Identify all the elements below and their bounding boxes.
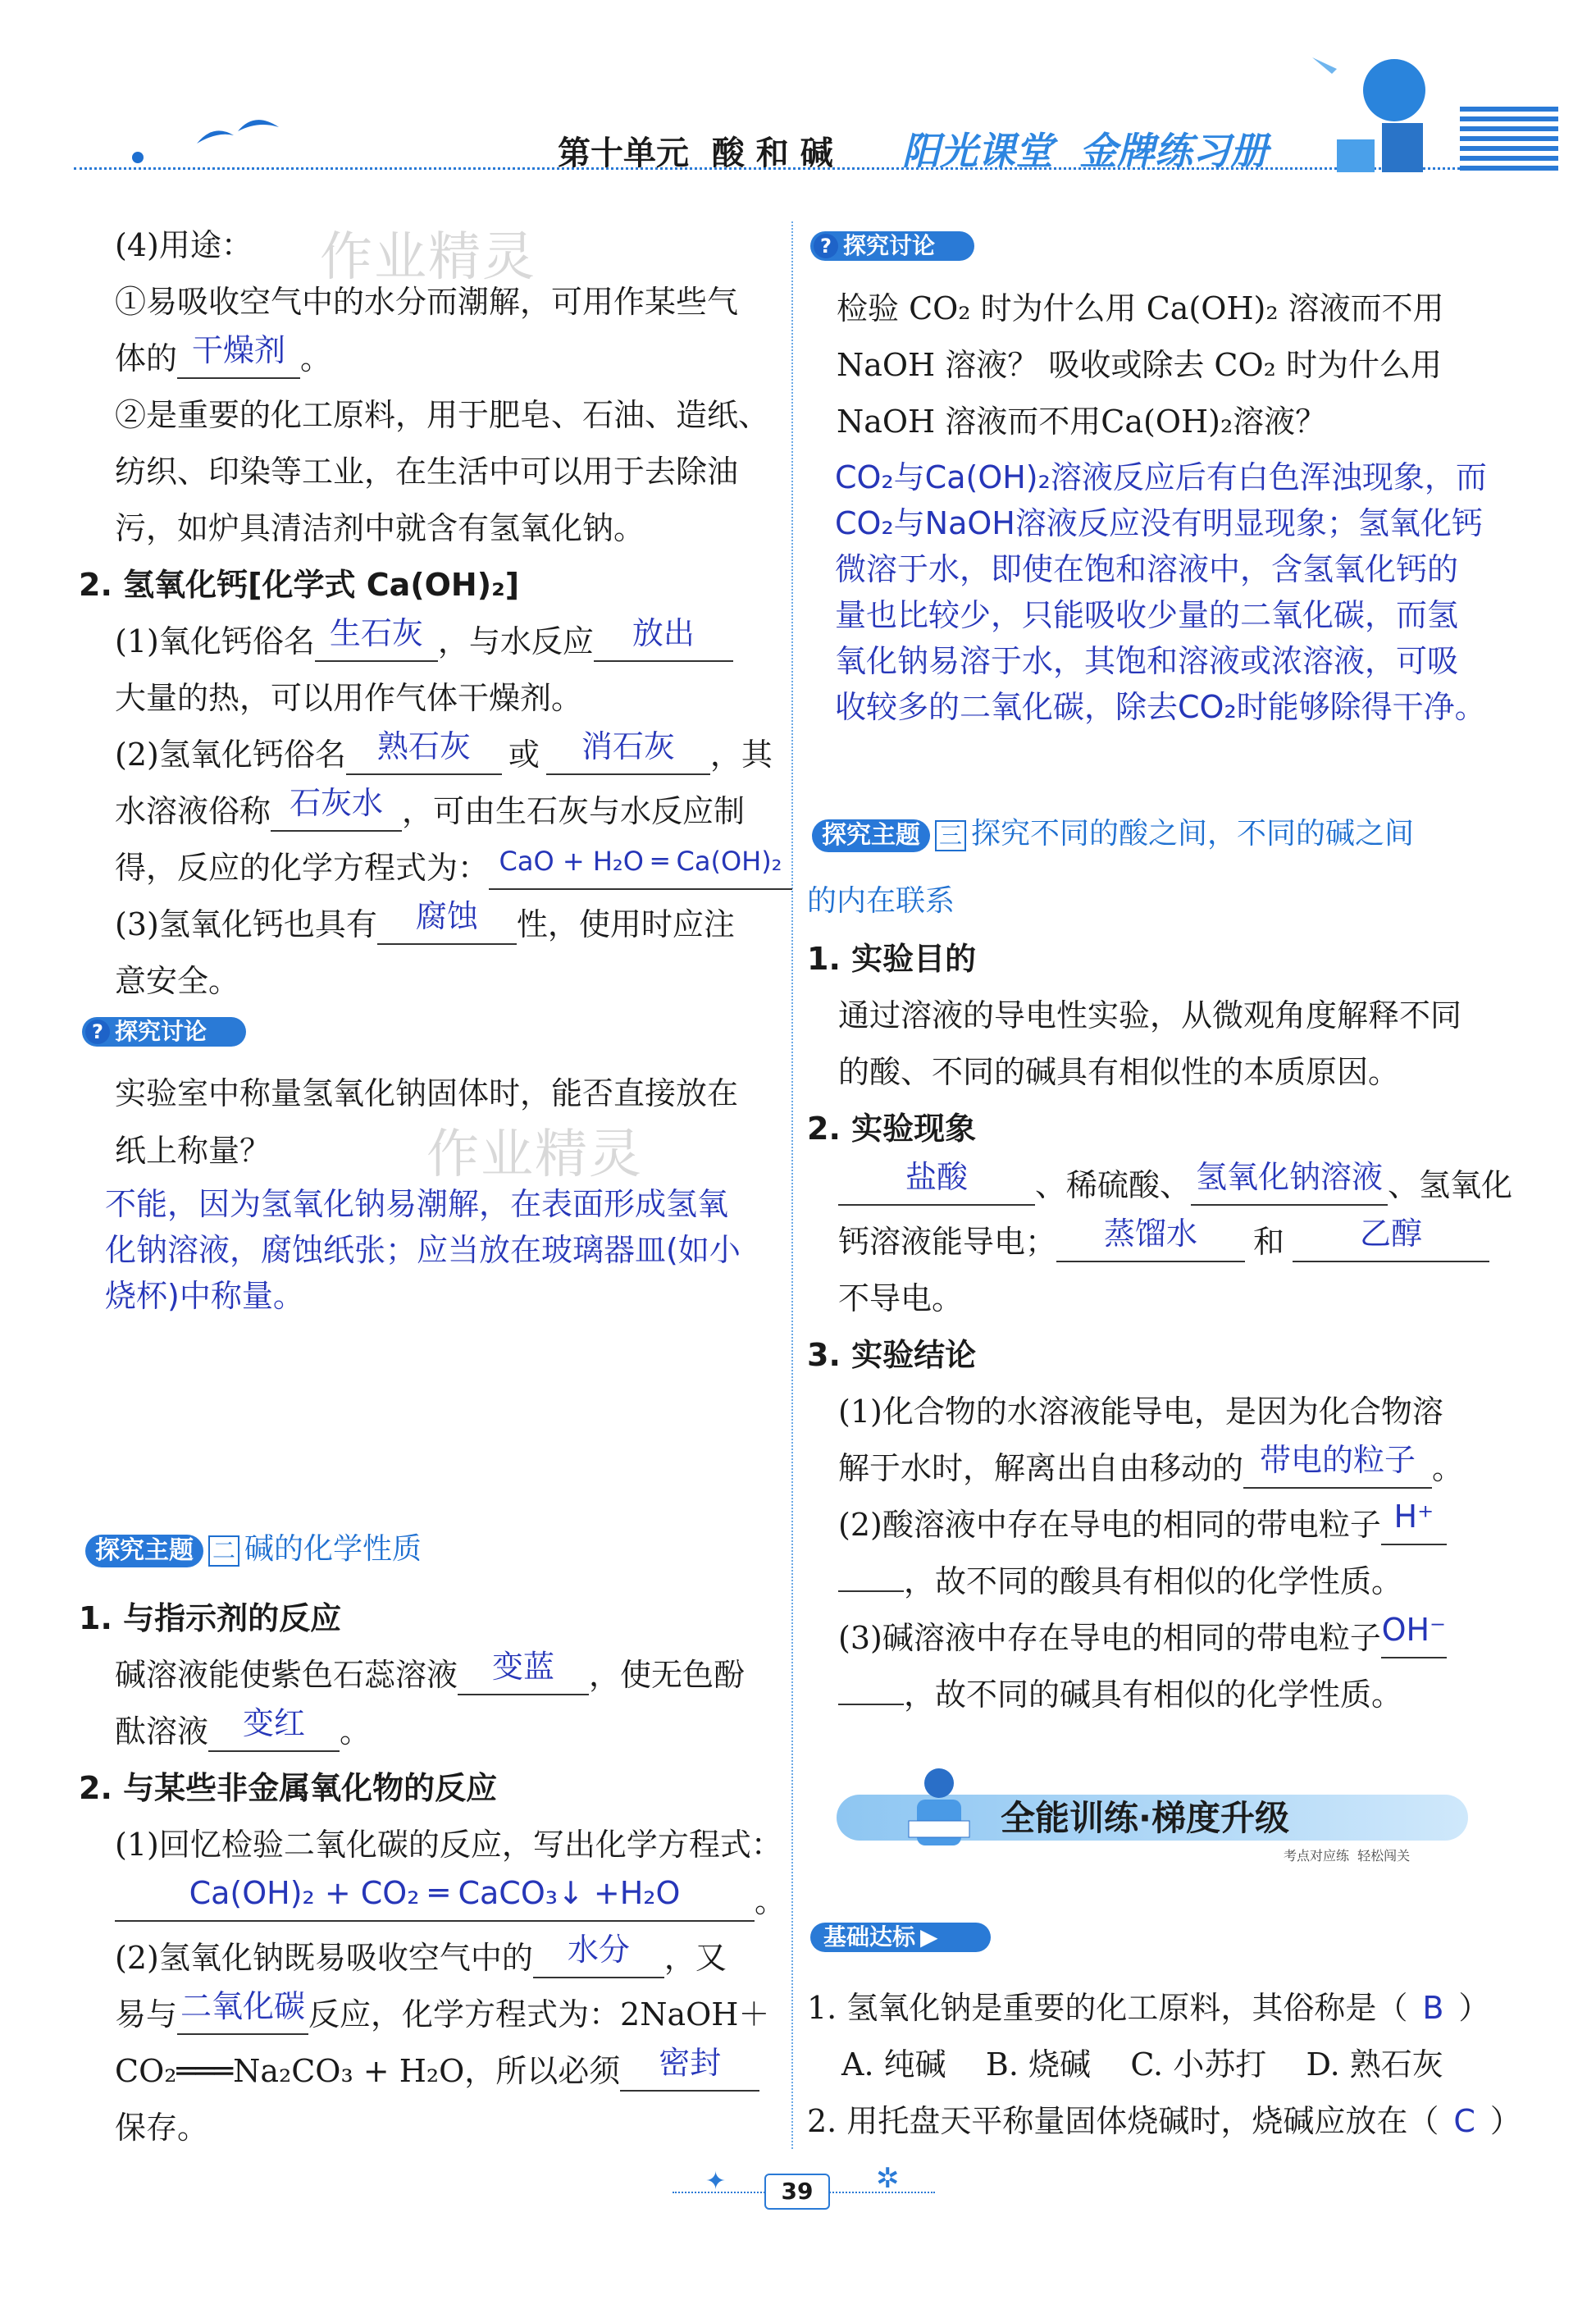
use1-line-b: 体的 干燥剂 。 xyxy=(115,340,331,379)
discussion-answer-c: 烧杯)中称量。 xyxy=(105,1278,304,1314)
right-question-a: 检验 CO₂ 时为什么用 Ca(OH)₂ 溶液而不用 xyxy=(837,290,1444,326)
nonmetal-1: (1)回忆检验二氧化碳的反应，写出化学方程式： xyxy=(115,1827,782,1863)
brand-title: 阳光课堂 金牌练习册 xyxy=(902,129,1269,173)
telescope-logo-icon xyxy=(1304,49,1435,180)
question-icon: ? xyxy=(85,1020,110,1044)
star-icon: ✦ xyxy=(705,2167,727,2196)
answer-desiccant: 干燥剂 xyxy=(192,332,286,368)
topic2-heading: 探究主题 二 碱的化学性质 xyxy=(85,1531,422,1568)
phenomenon-line-a: 盐酸 、稀硫酸、 氢氧化钠溶液 、氢氧化 xyxy=(838,1166,1512,1206)
right-answer-5: 氧化钠易溶于水，其饱和溶液或浓溶液，可吸 xyxy=(835,643,1459,679)
ca3-line: (3)氢氧化钙也具有 腐蚀 性，使用时应注 xyxy=(115,906,735,945)
conclusion-title: 3. 实验结论 xyxy=(807,1337,977,1373)
topic-badge: 探究主题 xyxy=(812,819,930,852)
ca2-line-c: 得，反应的化学方程式为： $^{CaO + H_2O ═ Ca(OH)_2}$ xyxy=(115,849,792,890)
play-arrow-icon: ▶ xyxy=(920,1923,938,1950)
right-question-c: NaOH 溶液而不用Ca(OH)₂溶液？ xyxy=(837,404,1327,440)
mc1-line: 1. 氢氧化钠是重要的化工原料，其俗称是（ B ） xyxy=(807,1990,1490,2026)
nonmetal-2: (2)氢氧化钠既易吸收空气中的 水分 ，又 xyxy=(115,1939,727,1978)
page-footer xyxy=(673,2162,935,2219)
nonmetal-2-c: CO₂═══Na₂CO₃ + H₂O，所以必须 密封 xyxy=(115,2052,759,2092)
star-icon: ✲ xyxy=(876,2162,900,2195)
watermark-text: 作业精灵 xyxy=(426,1125,643,1185)
ca2-line-b: 水溶液俗称 石灰水 ，可由生石灰与水反应制 xyxy=(115,792,745,832)
aim-line-a: 通过溶液的导电性实验，从微观角度解释不同 xyxy=(838,997,1462,1033)
right-answer-1: CO₂与Ca(OH)₂溶液反应后有白色浑浊现象，而 xyxy=(835,459,1487,495)
nonmetal-1-answer: Ca(OH)₂ + CO₂ ═ CaCO₃↓ +H₂O 。 xyxy=(115,1882,786,1922)
use2-line-b: 纺织、印染等工业，在生活中可以用于去除油 xyxy=(115,454,739,490)
ca1-line-b: 大量的热，可以用作气体干燥剂。 xyxy=(115,680,583,716)
phenomenon-line-c: 不导电。 xyxy=(838,1280,964,1316)
conclusion-3a: (3)碱溶液中存在导电的相同的带电粒子OH⁻ xyxy=(838,1619,1447,1658)
aim-title: 1. 实验目的 xyxy=(807,941,977,977)
right-answer-4: 量也比较少，只能吸收少量的二氧化碳，而氢 xyxy=(835,597,1459,633)
banner-subtitle: 考点对应练 轻松闯关 xyxy=(1284,1848,1411,1864)
nonmetal-2-d: 保存。 xyxy=(115,2110,209,2146)
column-divider xyxy=(791,221,793,2149)
conclusion-1a: (1)化合物的水溶液能导电，是因为化合物溶 xyxy=(838,1394,1443,1430)
discussion-answer-b: 化钠溶液，腐蚀纸张；应当放在玻璃器皿(如小 xyxy=(105,1232,741,1268)
discussion-question-b: 纸上称量？ xyxy=(115,1133,271,1169)
conclusion-3b: ，故不同的碱具有相似的化学性质。 xyxy=(838,1676,1402,1713)
conclusion-2b: ，故不同的酸具有相似的化学性质。 xyxy=(838,1563,1402,1600)
watermark-text: 作业精灵 xyxy=(320,227,536,288)
discussion-answer-a: 不能，因为氢氧化钠易潮解，在表面形成氢氧 xyxy=(105,1186,729,1222)
conclusion-1b: 解于水时，解离出自由移动的 带电的粒子 。 xyxy=(838,1449,1463,1489)
ca2-line: (2)氢氧化钙俗名 熟石灰 或 消石灰 ，其 xyxy=(115,736,773,775)
discussion-badge: ? 探究讨论 xyxy=(82,1017,246,1047)
question-icon: ? xyxy=(814,234,838,258)
use-title: (4)用途： xyxy=(115,227,253,263)
phenomenon-title: 2. 实验现象 xyxy=(807,1111,977,1147)
banner-title: 全能训练·梯度升级 xyxy=(1001,1798,1289,1838)
topic3-heading: 探究主题 三 探究不同的酸之间，不同的碱之间 xyxy=(812,815,1414,853)
phenomenon-line-b: 钙溶液能导电； 蒸馏水 和 乙醇 xyxy=(838,1223,1489,1262)
page-number: 39 xyxy=(764,2174,830,2210)
ca3-line-b: 意安全。 xyxy=(115,963,240,999)
student-reading-icon xyxy=(902,1763,976,1854)
nonmetal-title: 2. 与某些非金属氧化物的反应 xyxy=(79,1770,498,1806)
mc2-line: 2. 用托盘天平称量固体烧碱时，烧碱应放在（ C ） xyxy=(807,2103,1521,2139)
conclusion-2a: (2)酸溶液中存在导电的相同的带电粒子 H⁺ xyxy=(838,1506,1447,1545)
right-answer-2: CO₂与NaOH溶液反应没有明显现象；氢氧化钙 xyxy=(835,505,1483,541)
discussion-question-a: 实验室中称量氢氧化钠固体时，能否直接放在 xyxy=(115,1075,739,1111)
indicator-line-a: 碱溶液能使紫色石蕊溶液 变蓝 ，使无色酚 xyxy=(115,1656,745,1695)
mc1-options: A. 纯碱 B. 烧碱 C. 小苏打 D. 熟石灰 xyxy=(841,2046,1443,2083)
discussion-badge: ? 探究讨论 xyxy=(810,231,974,261)
right-answer-6: 收较多的二氧化碳，除去CO₂时能够除得干净。 xyxy=(835,689,1486,725)
mc2-answer: C xyxy=(1453,2103,1475,2139)
page-header xyxy=(74,98,1484,189)
ca1-line: (1)氧化钙俗名 生石灰 ，与水反应 放出 xyxy=(115,623,733,662)
calcium-hydroxide-title: 2. 氢氧化钙[化学式 Ca(OH)₂] xyxy=(79,567,520,603)
aim-line-b: 的酸、不同的碱具有相似性的本质原因。 xyxy=(838,1054,1400,1090)
use2-line-a: ②是重要的化工原料，用于肥皂、石油、造纸、 xyxy=(115,397,770,433)
right-question-b: NaOH 溶液？ 吸收或除去 CO₂ 时为什么用 xyxy=(837,347,1442,383)
header-stripes xyxy=(1460,107,1558,172)
indicator-title: 1. 与指示剂的反应 xyxy=(79,1600,342,1636)
use1-line-a: ①易吸收空气中的水分而潮解，可用作某些气 xyxy=(115,284,739,320)
unit-title: 第十单元 酸 和 碱 xyxy=(558,135,833,172)
mc1-answer: B xyxy=(1422,1990,1444,2026)
use2-line-c: 污，如炉具清洁剂中就含有氢氧化钠。 xyxy=(115,510,645,546)
topic3-heading-cont: 的内在联系 xyxy=(807,884,955,918)
indicator-line-b: 酞溶液 变红 。 xyxy=(115,1713,371,1752)
topic-badge: 探究主题 xyxy=(85,1535,203,1567)
training-banner xyxy=(837,1763,1468,1862)
right-answer-3: 微溶于水，即使在饱和溶液中，含氢氧化钙的 xyxy=(835,551,1459,587)
basic-level-badge: 基础达标 ▶ xyxy=(810,1923,991,1952)
nonmetal-2-b: 易与 二氧化碳 反应，化学方程式为：2NaOH＋ xyxy=(115,1996,769,2035)
